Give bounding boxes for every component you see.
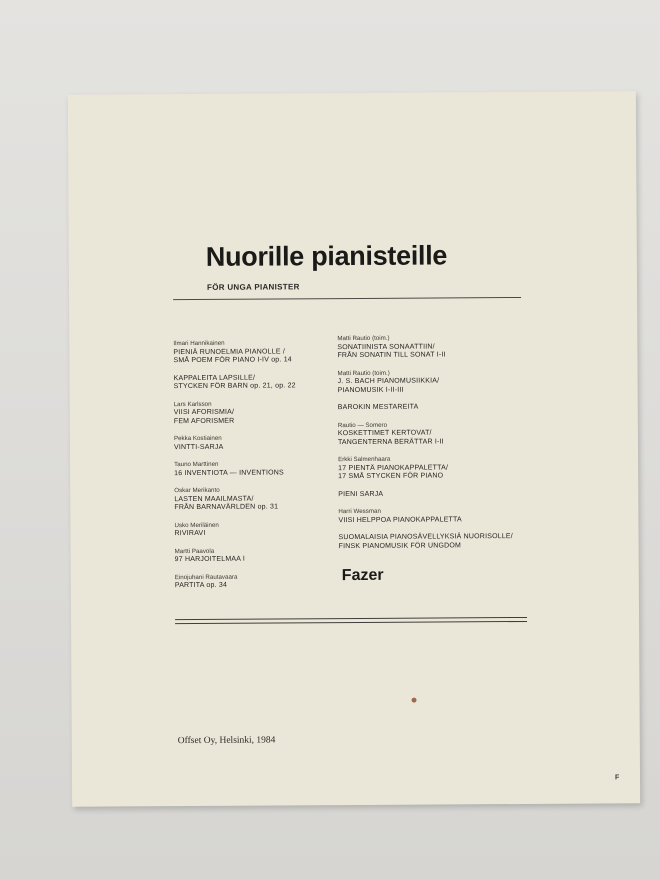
catalog-entry: [338, 489, 538, 499]
catalog-entry: [338, 455, 538, 482]
series-subtitle: FÖR UNGA PIANISTER: [206, 282, 300, 292]
work-title: FINSK PIANOMUSIK FÖR UNGDOM: [338, 541, 462, 550]
composer-name: Tauno Marttinen: [174, 460, 219, 469]
work-title: KAPPALEITA LAPSILLE/: [173, 374, 256, 382]
work-title: J. S. BACH PIANOMUSIIKKIA/: [337, 377, 440, 386]
catalog-entry: [174, 460, 354, 478]
work-title: PARTITA op. 34: [174, 581, 228, 590]
composer-name: Oskar Merikanto: [174, 486, 220, 495]
composer-name: Harri Wessman: [338, 507, 381, 516]
catalog-entry: [338, 507, 538, 525]
catalog-entry: [175, 546, 355, 564]
work-title: VIISI HELPPOA PIANOKAPPALETTA: [338, 515, 462, 524]
publisher-logo: Fazer: [341, 566, 384, 585]
work-title: VIISI AFORISMIA/: [173, 408, 235, 417]
work-title: TANGENTERNA BERÄTTAR I-II: [337, 437, 444, 446]
catalog-entry: [338, 368, 538, 395]
work-title: KOSKETTIMET KERTOVAT/: [337, 429, 432, 438]
composer-name: Martti Paavola: [174, 547, 215, 555]
composer-name: Ilmari Hannikainen: [173, 339, 225, 348]
work-title: PIENIÄ RUNOELMIA PIANOLLE /: [173, 347, 286, 356]
paper-stain: [412, 698, 417, 703]
double-rule-lower: [175, 621, 527, 624]
catalog-entry: [174, 400, 354, 427]
composer-name: Matti Rautio (toim.): [337, 334, 390, 343]
booklet-back-cover: [68, 91, 640, 806]
work-title: FRÅN BARNAVÄRLDEN op. 31: [174, 503, 279, 512]
work-title: 97 HARJOITELMAA I: [174, 555, 246, 564]
work-title: RIVIRAVI: [174, 529, 206, 538]
catalog-right-column: [337, 334, 538, 560]
catalog-left-column: [173, 339, 355, 600]
work-title: 17 SMÅ STYCKEN FÖR PIANO: [338, 472, 444, 481]
work-title: STYCKEN FÖR BARN op. 21, op. 22: [173, 382, 296, 391]
work-title: FEM AFORISMER: [173, 417, 235, 425]
printer-imprint: Offset Oy, Helsinki, 1984: [177, 735, 276, 747]
composer-name: Erkki Salmenhaara: [338, 455, 391, 464]
work-title: SMÅ POEM FÖR PIANO I-IV op. 14: [173, 356, 292, 365]
catalog-entry: [338, 420, 538, 447]
work-title: 16 INVENTIOTA — INVENTIONS: [174, 468, 284, 477]
composer-name: Matti Rautio (toim.): [337, 369, 390, 377]
catalog-entry: [337, 334, 537, 361]
composer-name: Lars Karlsson: [173, 400, 212, 408]
catalog-entry: [174, 486, 354, 513]
work-title: VINTTI-SARJA: [173, 443, 224, 451]
catalog-entry: [174, 434, 354, 452]
composer-name: Usko Meriläinen: [174, 521, 219, 529]
catalog-entry: [175, 572, 355, 590]
work-title: BAROKIN MESTAREITA: [337, 403, 419, 412]
title-divider: [173, 297, 521, 300]
catalog-entry: [338, 403, 538, 413]
catalog-entry: [174, 520, 354, 538]
composer-name: Pekka Kostiainen: [173, 434, 222, 443]
work-title: SONATIINISTA SONAATTIIN/: [337, 343, 435, 351]
double-rule-upper: [175, 617, 527, 620]
work-title: LASTEN MAAILMASTA/: [174, 495, 254, 503]
work-title: 17 PIENTÄ PIANOKAPPALETTA/: [338, 463, 449, 472]
signature-mark: F: [614, 774, 620, 782]
composer-name: Einojuhani Rautavaara: [174, 573, 238, 581]
work-title: SUOMALAISIA PIANOSÄVELLYKSIÄ NUORISOLLE/: [338, 533, 513, 542]
catalog-entry: [174, 374, 354, 392]
catalog-entry: [173, 339, 353, 366]
series-title: Nuorille pianisteille: [205, 240, 448, 272]
work-title: FRÅN SONATIN TILL SONAT I-II: [337, 351, 446, 360]
catalog-entry: [339, 533, 539, 551]
work-title: PIANOMUSIK I-II-III: [337, 386, 404, 394]
work-title: PIENI SARJA: [338, 490, 384, 498]
composer-name: Rautio — Somero: [337, 421, 388, 429]
